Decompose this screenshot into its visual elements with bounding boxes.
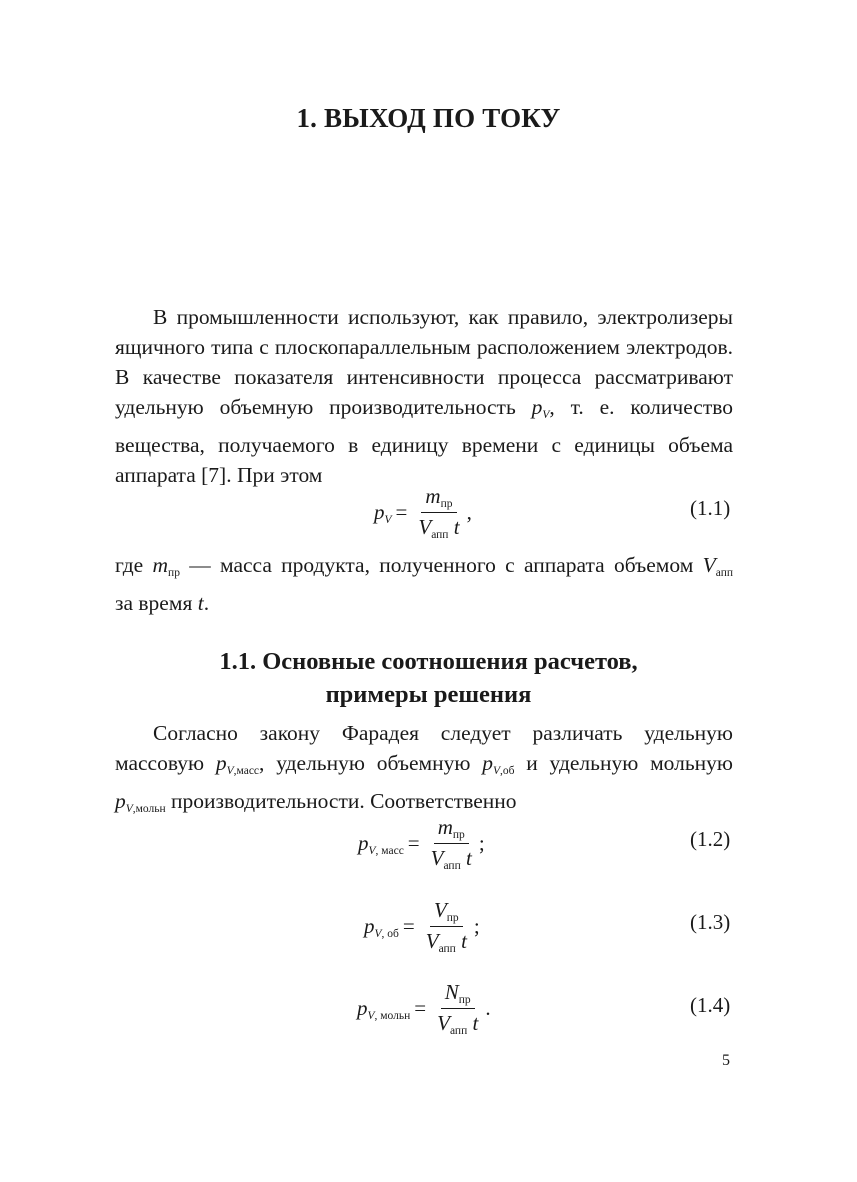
section-title-line-2: примеры решения xyxy=(325,681,532,708)
m-pr-symbol: $m_{пр}$ xyxy=(152,553,180,579)
eq11-numerator: $m_{пр}$ xyxy=(421,484,456,513)
eq13-denominator: $V_{апп}$ t xyxy=(425,929,467,955)
eq14-fraction xyxy=(433,980,482,1037)
equation-number-1-3: (1.3) xyxy=(690,910,731,934)
faraday-paragraph: Согласно закону Фарадея следует различать удельную массовую $p_{V,масс}$, удельную объемную $p_{V,об}$ и удельную мольную $p_{V,мольн}$ производительности. Соответственно xyxy=(115,721,733,815)
eq12-numerator: $m_{пр}$ xyxy=(434,815,469,844)
pv-symbol: $p_V$ xyxy=(531,395,550,421)
p-v-mass-symbol: $p_V$ xyxy=(215,751,234,777)
chapter-title: 1. ВЫХОД ПО ТОКУ xyxy=(296,103,561,133)
eq12-lhs: $p_{V, масс}$ xyxy=(358,830,404,857)
eq11-fraction xyxy=(414,484,463,541)
eq14-lhs: $p_{V, мольн}$ xyxy=(357,995,411,1022)
page-number: 5 xyxy=(722,1052,730,1069)
intro-text: В промышленности используют, как правило, электролизеры ящичного типа с плоскопараллельным расположением электродов. В качестве показателя интенсивности процесса рассматривают удельную объемную производительность $p_V$, т. е. количество вещества, получаемого в единицу времени с единицы объема аппарата [7]. При этом xyxy=(115,305,733,487)
eq13-numerator: $V_{пр}$ xyxy=(430,898,463,927)
equation-1-4: $p_{V, мольн}$ = $\frac{N_{пр}}{V_{апп} t}$ . xyxy=(357,980,491,1037)
eq11-trail: , xyxy=(466,500,472,524)
equation-number-1-4: (1.4) xyxy=(690,993,731,1017)
intro-paragraph xyxy=(115,302,733,490)
p-v-mol-symbol: $p_V$ xyxy=(115,789,133,815)
equation-1-2: $p_{V, масс}$ = $\frac{m_{пр}}{V_{апп} t}$ ; xyxy=(358,815,485,872)
eq12-fraction xyxy=(427,815,476,872)
eq12-denominator: $V_{апп}$ t xyxy=(430,846,472,872)
equation-number-1-2: (1.2) xyxy=(690,827,731,851)
where-paragraph: где $m_{пр}$ — масса продукта, полученного с аппарата объемом $V_{апп}$ за время t. xyxy=(115,553,734,615)
v-app-symbol: $V_{апп}$ xyxy=(702,553,734,579)
equation-number-1-1: (1.1) xyxy=(690,496,731,520)
eq11-lhs: $p_V$ xyxy=(374,499,392,526)
eq13-lhs: $p_{V, об}$ xyxy=(364,913,399,940)
eq11-equals: = xyxy=(395,500,408,524)
equation-1-3: $p_{V, об}$ = $\frac{V_{пр}}{V_{апп} t}$ ; xyxy=(364,898,480,955)
eq14-numerator: $N_{пр}$ xyxy=(441,980,475,1009)
equation-1-1 xyxy=(374,484,472,541)
eq13-fraction xyxy=(422,898,471,955)
section-title-line-1: 1.1. Основные соотношения расчетов, xyxy=(219,648,638,675)
eq11-denominator: $V_{апп}$ t xyxy=(418,515,460,541)
section-title xyxy=(0,645,857,711)
p-v-vol-symbol: $p_V$ xyxy=(482,751,500,777)
eq14-denominator: $V_{апп}$ t xyxy=(437,1011,479,1037)
